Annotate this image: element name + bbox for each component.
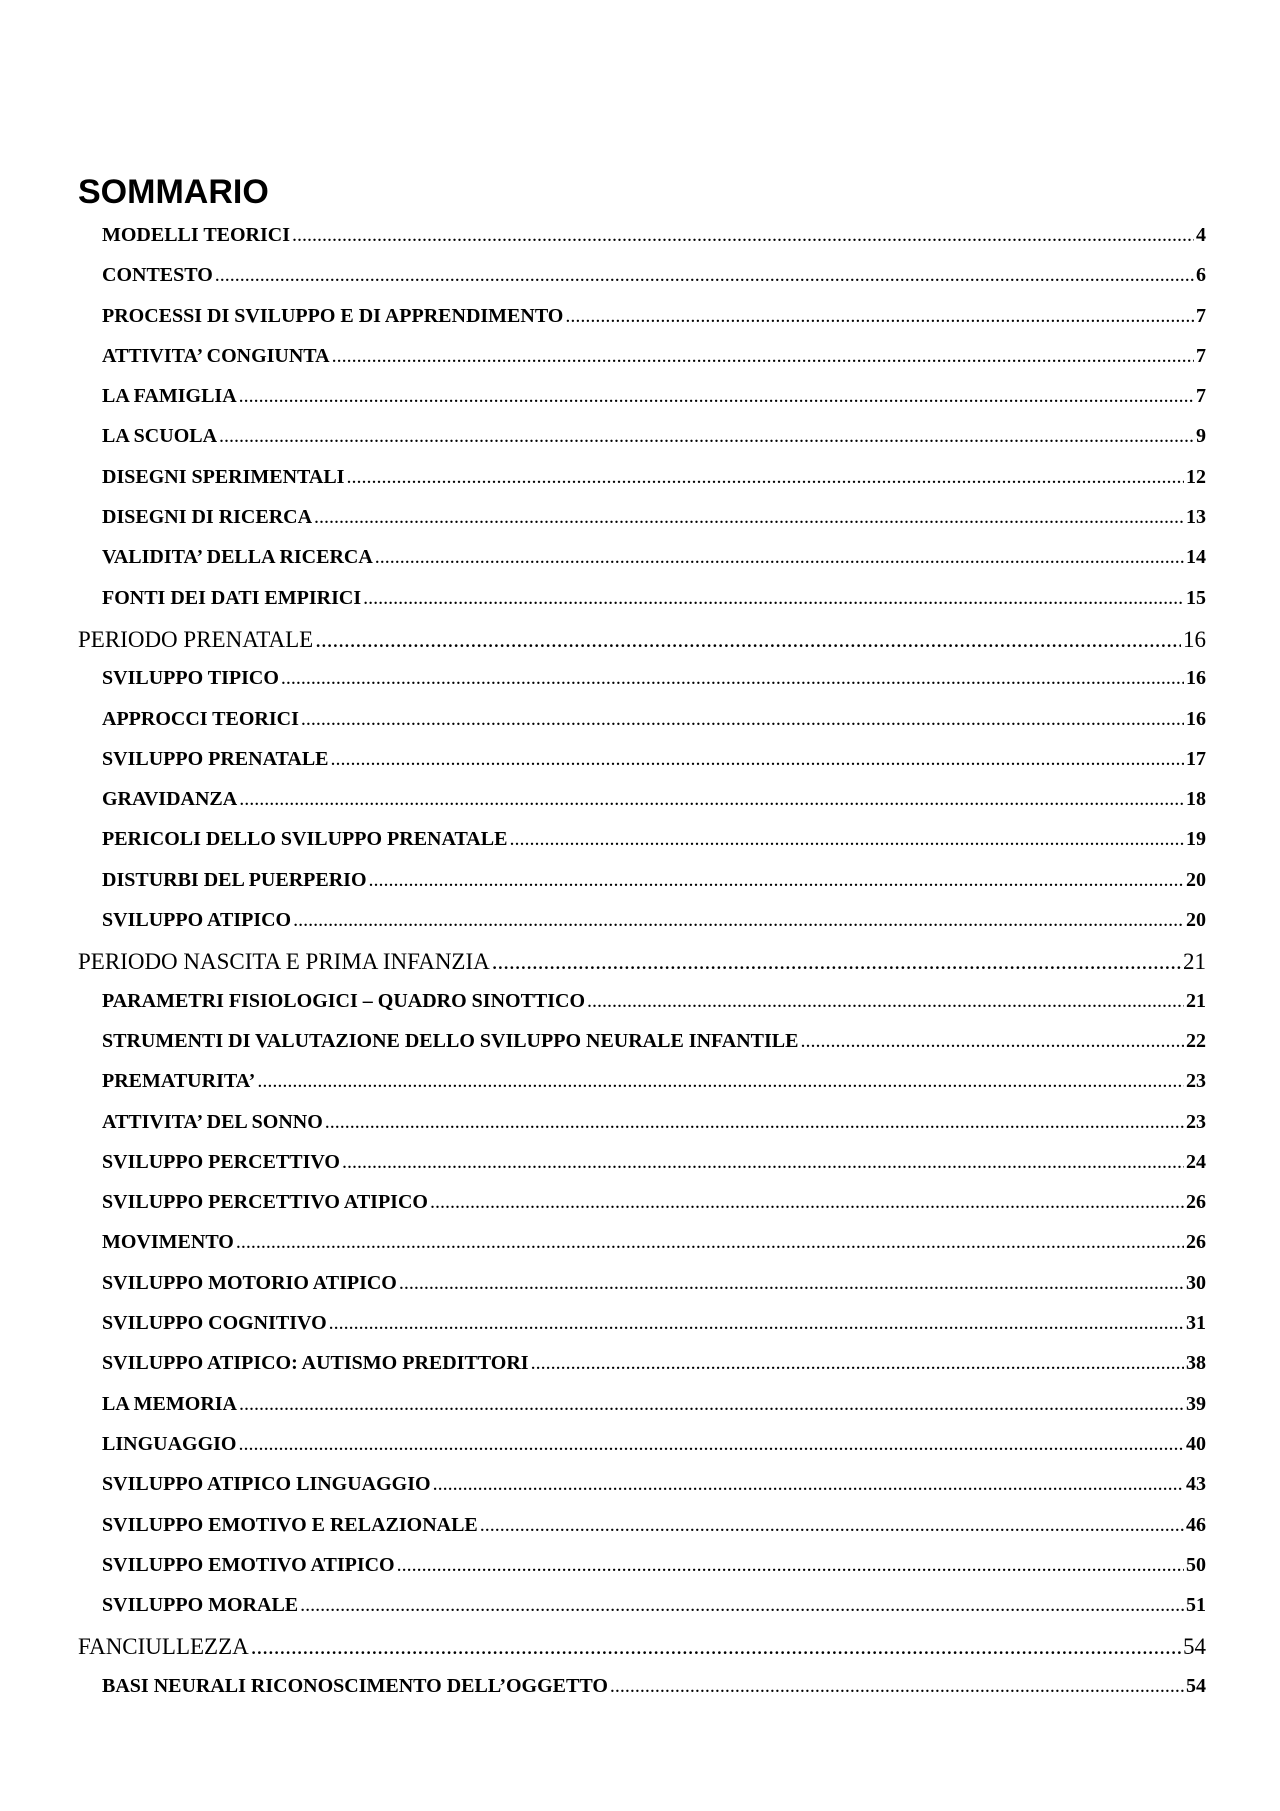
toc-entry-page-number: 22: [1186, 1029, 1206, 1052]
toc-entry-label: SVILUPPO PRENATALE: [102, 747, 329, 770]
toc-entry-page-number: 24: [1186, 1150, 1206, 1173]
toc-entry-label: MOVIMENTO: [102, 1231, 234, 1254]
toc-entry[interactable]: [78, 1473, 1206, 1513]
toc-entry-label: PROCESSI DI SVILUPPO E DI APPRENDIMENTO: [102, 304, 564, 327]
toc-entry[interactable]: [78, 466, 1206, 506]
toc-dot-leader: [433, 1473, 1184, 1496]
toc-entry[interactable]: [78, 828, 1206, 868]
toc-entry[interactable]: [78, 1393, 1206, 1433]
toc-dot-leader: [325, 1111, 1184, 1134]
toc-entry-page-number: 17: [1186, 747, 1206, 770]
toc-dot-leader: [342, 1151, 1184, 1174]
toc-dot-leader: [565, 305, 1194, 328]
toc-entry-label: LA FAMIGLIA: [102, 385, 237, 408]
toc-entry-label: LA SCUOLA: [102, 425, 218, 448]
toc-entry-label: LINGUAGGIO: [102, 1432, 237, 1455]
toc-dot-leader: [492, 949, 1181, 975]
toc-entry[interactable]: [78, 1312, 1206, 1352]
toc-entry-page-number: 20: [1186, 868, 1206, 891]
toc-dot-leader: [238, 1433, 1184, 1456]
toc-dot-leader: [329, 1312, 1184, 1335]
toc-entry[interactable]: [78, 1030, 1206, 1070]
toc-dot-leader: [375, 546, 1184, 569]
toc-entry-page-number: 31: [1186, 1312, 1206, 1335]
toc-entry-label: PERIODO NASCITA E PRIMA INFANZIA: [78, 949, 490, 975]
toc-entry[interactable]: [78, 869, 1206, 909]
toc-entry[interactable]: [78, 909, 1206, 949]
toc-entry[interactable]: [78, 1675, 1206, 1715]
toc-entry-label: SVILUPPO EMOTIVO E RELAZIONALE: [102, 1513, 478, 1536]
toc-entry-page-number: 16: [1186, 667, 1206, 690]
toc-entry-label: ATTIVITA’ CONGIUNTA: [102, 344, 330, 367]
toc-entry-page-number: 43: [1186, 1473, 1206, 1496]
toc-entry-label: SVILUPPO ATIPICO LINGUAGGIO: [102, 1473, 431, 1496]
toc-entry-page-number: 4: [1196, 224, 1206, 246]
toc-entry-page-number: 23: [1186, 1110, 1206, 1133]
toc-entry-page-number: 40: [1186, 1432, 1206, 1455]
toc-section-entry[interactable]: [78, 627, 1206, 667]
toc-entry-page-number: 19: [1186, 828, 1206, 851]
toc-entry[interactable]: [78, 1231, 1206, 1271]
toc-entry[interactable]: [78, 990, 1206, 1030]
toc-entry[interactable]: [78, 1191, 1206, 1231]
toc-entry[interactable]: [78, 1070, 1206, 1110]
toc-entry-label: STRUMENTI DI VALUTAZIONE DELLO SVILUPPO NEURALE INFANTILE: [102, 1029, 799, 1052]
toc-entry-page-number: 46: [1186, 1513, 1206, 1536]
toc-dot-leader: [236, 1231, 1184, 1254]
toc-entry-label: LA MEMORIA: [102, 1392, 237, 1415]
toc-dot-leader: [531, 1352, 1184, 1375]
toc-entry-label: SVILUPPO EMOTIVO ATIPICO: [102, 1553, 395, 1576]
toc-entry-page-number: 16: [1183, 626, 1206, 652]
toc-entry-page-number: 18: [1186, 788, 1206, 811]
toc-dot-leader: [219, 425, 1194, 448]
toc-entry[interactable]: [78, 1352, 1206, 1392]
toc-entry-page-number: 16: [1186, 707, 1206, 730]
toc-entry-page-number: 14: [1186, 546, 1206, 569]
toc-entry[interactable]: [78, 264, 1206, 304]
toc-entry-page-number: 21: [1186, 989, 1206, 1012]
toc-dot-leader: [315, 627, 1181, 653]
toc-dot-leader: [587, 990, 1184, 1013]
toc-entry[interactable]: [78, 546, 1206, 586]
toc-entry-page-number: 51: [1186, 1594, 1206, 1617]
toc-entry[interactable]: [78, 587, 1206, 627]
toc-entry-page-number: 38: [1186, 1352, 1206, 1375]
toc-entry-label: SVILUPPO MOTORIO ATIPICO: [102, 1271, 397, 1294]
toc-entry-page-number: 50: [1186, 1553, 1206, 1576]
toc-entry[interactable]: [78, 1594, 1206, 1634]
toc-section-entry[interactable]: [78, 949, 1206, 989]
toc-entry-label: PERIODO PRENATALE: [78, 626, 314, 652]
toc-entry-page-number: 6: [1196, 264, 1206, 287]
toc-entry-page-number: 26: [1186, 1231, 1206, 1254]
table-of-contents: [78, 224, 1206, 1715]
toc-dot-leader: [332, 345, 1194, 368]
toc-entry-page-number: 54: [1183, 1634, 1206, 1660]
toc-dot-leader: [239, 788, 1184, 811]
toc-entry-label: DISEGNI SPERIMENTALI: [102, 465, 345, 488]
toc-entry[interactable]: [78, 305, 1206, 345]
toc-entry-label: SVILUPPO PERCETTIVO ATIPICO: [102, 1191, 428, 1214]
toc-entry-page-number: 21: [1183, 949, 1206, 975]
toc-entry-label: SVILUPPO ATIPICO: AUTISMO PREDITTORI: [102, 1352, 529, 1375]
toc-entry-label: SVILUPPO COGNITIVO: [102, 1312, 327, 1335]
toc-dot-leader: [363, 587, 1184, 610]
toc-entry-page-number: 9: [1196, 425, 1206, 448]
toc-entry-label: FONTI DEI DATI EMPIRICI: [102, 586, 362, 609]
toc-entry[interactable]: [78, 1433, 1206, 1473]
toc-entry-label: SVILUPPO TIPICO: [102, 667, 279, 690]
toc-entry[interactable]: [78, 748, 1206, 788]
toc-entry-label: SVILUPPO MORALE: [102, 1594, 299, 1617]
toc-dot-leader: [239, 1393, 1184, 1416]
toc-entry[interactable]: [78, 1111, 1206, 1151]
toc-dot-leader: [800, 1030, 1184, 1053]
toc-entry-page-number: 20: [1186, 909, 1206, 932]
toc-dot-leader: [369, 869, 1184, 892]
toc-dot-leader: [215, 264, 1194, 287]
toc-entry[interactable]: [78, 224, 1206, 264]
toc-entry-page-number: 26: [1186, 1191, 1206, 1214]
toc-entry-page-number: 13: [1186, 506, 1206, 529]
toc-entry-page-number: 23: [1186, 1070, 1206, 1093]
toc-entry[interactable]: [78, 506, 1206, 546]
toc-entry-label: APPROCCI TEORICI: [102, 707, 299, 730]
toc-entry-label: PREMATURITA’: [102, 1070, 256, 1093]
toc-dot-leader: [300, 1594, 1184, 1617]
toc-dot-leader: [293, 909, 1184, 932]
toc-dot-leader: [346, 466, 1184, 489]
toc-entry-label: GRAVIDANZA: [102, 788, 238, 811]
toc-entry[interactable]: [78, 667, 1206, 707]
toc-entry[interactable]: [78, 1151, 1206, 1191]
toc-entry-page-number: 12: [1186, 465, 1206, 488]
toc-entry-page-number: 30: [1186, 1271, 1206, 1294]
toc-entry-page-number: 54: [1186, 1674, 1206, 1697]
toc-entry-label: VALIDITA’ DELLA RICERCA: [102, 546, 373, 569]
toc-entry[interactable]: [78, 1272, 1206, 1312]
toc-entry-label: CONTESTO: [102, 264, 213, 287]
toc-entry-page-number: 7: [1196, 304, 1206, 327]
toc-entry-label: BASI NEURALI RICONOSCIMENTO DELL’OGGETTO: [102, 1674, 608, 1697]
toc-dot-leader: [251, 1634, 1181, 1660]
toc-dot-leader: [397, 1554, 1184, 1577]
toc-entry[interactable]: [78, 708, 1206, 748]
toc-entry[interactable]: [78, 345, 1206, 385]
toc-dot-leader: [301, 708, 1184, 731]
page-title: SOMMARIO: [78, 173, 269, 211]
toc-entry-label: MODELLI TEORICI: [102, 224, 291, 246]
toc-entry-label: SVILUPPO PERCETTIVO: [102, 1150, 340, 1173]
toc-entry-label: SVILUPPO ATIPICO: [102, 909, 292, 932]
toc-dot-leader: [399, 1272, 1184, 1295]
toc-entry-page-number: 7: [1196, 344, 1206, 367]
toc-dot-leader: [610, 1675, 1184, 1698]
toc-entry-label: ATTIVITA’ DEL SONNO: [102, 1110, 323, 1133]
toc-dot-leader: [239, 385, 1194, 408]
toc-entry[interactable]: [78, 788, 1206, 828]
toc-dot-leader: [331, 748, 1184, 771]
toc-entry-page-number: 7: [1196, 385, 1206, 408]
toc-dot-leader: [480, 1514, 1184, 1537]
toc-entry-label: DISEGNI DI RICERCA: [102, 506, 313, 529]
toc-dot-leader: [292, 224, 1194, 247]
toc-entry-label: DISTURBI DEL PUERPERIO: [102, 868, 367, 891]
toc-entry-label: PARAMETRI FISIOLOGICI – QUADRO SINOTTICO: [102, 989, 586, 1012]
toc-entry-page-number: 39: [1186, 1392, 1206, 1415]
toc-entry-label: PERICOLI DELLO SVILUPPO PRENATALE: [102, 828, 508, 851]
toc-entry[interactable]: [78, 385, 1206, 425]
toc-dot-leader: [281, 667, 1184, 690]
toc-dot-leader: [509, 828, 1184, 851]
toc-entry[interactable]: [78, 425, 1206, 465]
toc-dot-leader: [257, 1070, 1184, 1093]
toc-dot-leader: [314, 506, 1184, 529]
toc-dot-leader: [430, 1191, 1184, 1214]
toc-entry-page-number: 15: [1186, 586, 1206, 609]
toc-entry[interactable]: [78, 1514, 1206, 1554]
toc-entry-label: FANCIULLEZZA: [78, 1634, 249, 1660]
toc-entry[interactable]: [78, 1554, 1206, 1594]
toc-section-entry[interactable]: [78, 1634, 1206, 1674]
